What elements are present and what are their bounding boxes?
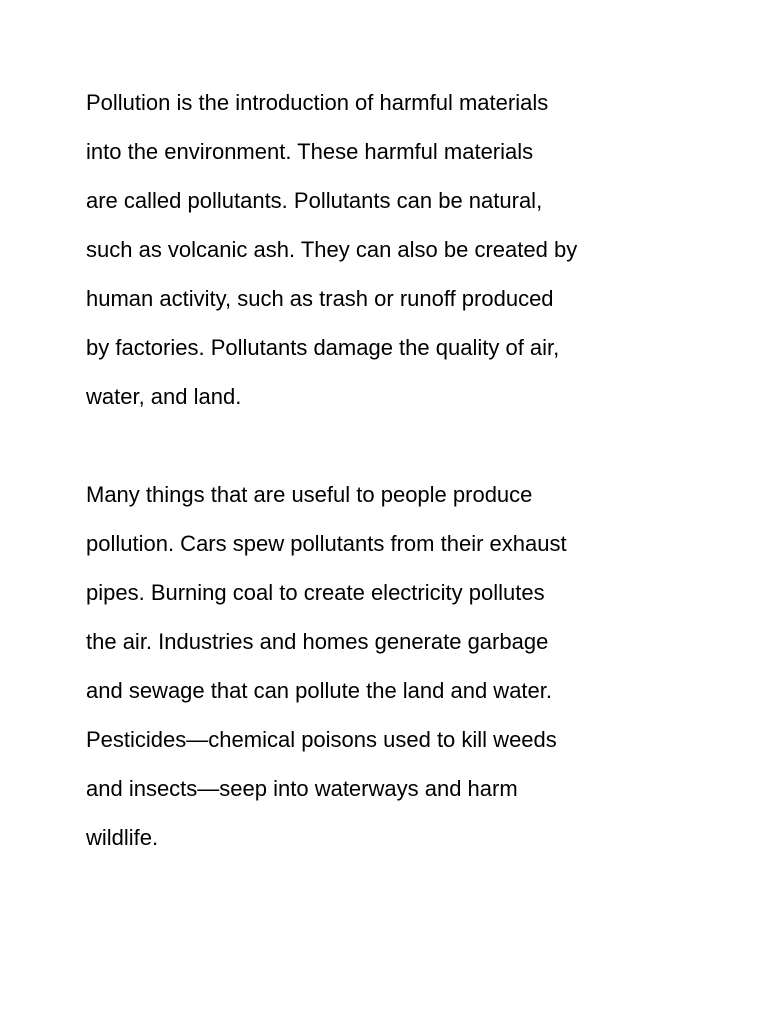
text-line: human activity, such as trash or runoff produced xyxy=(86,286,554,311)
text-line: Pollution is the introduction of harmful materials xyxy=(86,90,549,115)
text-line: pollution. Cars spew pollutants from their exhaust xyxy=(86,531,567,556)
paragraph-pollution-sources xyxy=(86,484,726,876)
text-line: by factories. Pollutants damage the quality of air, xyxy=(86,335,560,360)
paragraph-pollution-definition xyxy=(86,92,726,435)
text-line: water, and land. xyxy=(86,384,242,409)
text-line: pipes. Burning coal to create electricity pollutes xyxy=(86,580,545,605)
text-line: wildlife. xyxy=(86,825,159,850)
text-line: Many things that are useful to people produce xyxy=(86,482,533,507)
text-line: Pesticides—chemical poisons used to kill weeds xyxy=(86,727,557,752)
text-line: into the environment. These harmful materials xyxy=(86,139,534,164)
text-line: such as volcanic ash. They can also be created by xyxy=(86,237,578,262)
text-line: the air. Industries and homes generate garbage xyxy=(86,629,549,654)
text-line: are called pollutants. Pollutants can be natural, xyxy=(86,188,543,213)
text-line: and insects—seep into waterways and harm xyxy=(86,776,518,801)
text-line: and sewage that can pollute the land and water. xyxy=(86,678,553,703)
